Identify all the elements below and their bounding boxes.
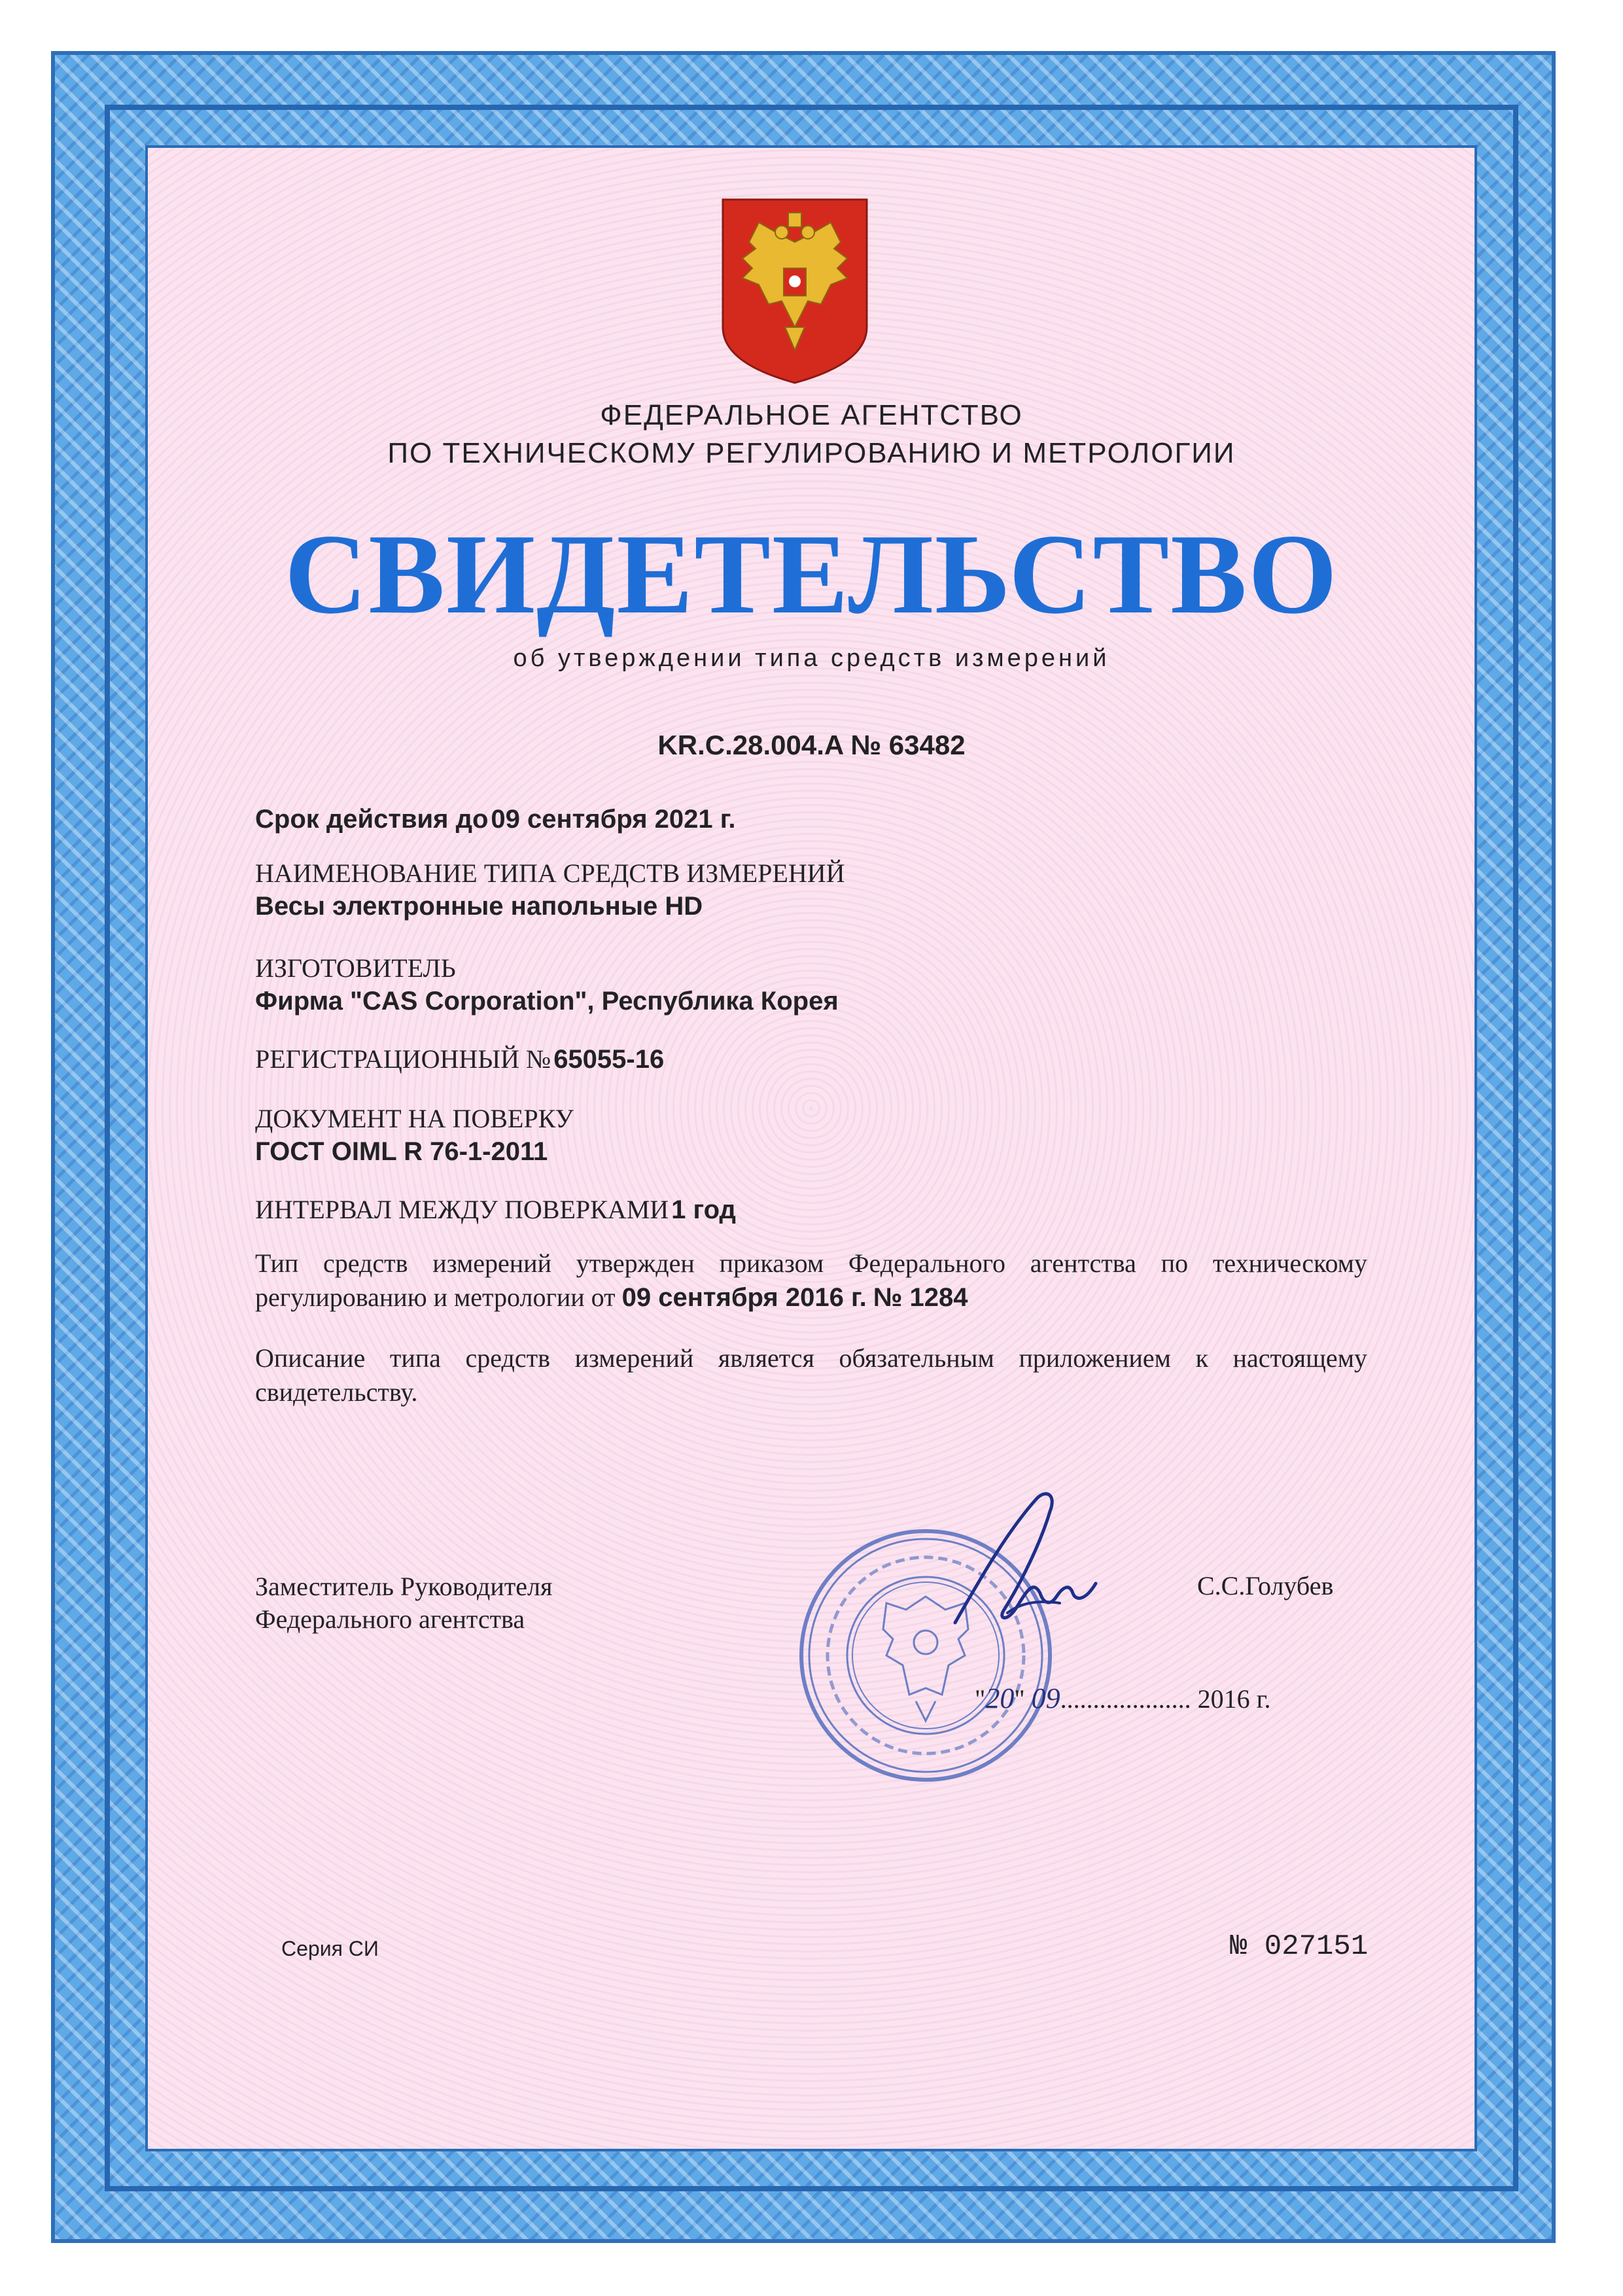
russian-coat-of-arms-icon: [720, 196, 870, 386]
manufacturer-label: ИЗГОТОВИТЕЛЬ: [255, 953, 456, 983]
type-name-value: Весы электронные напольные HD: [255, 892, 703, 921]
manufacturer-field: [255, 952, 839, 1017]
type-name-field: [255, 857, 845, 923]
type-name-label: НАИМЕНОВАНИЕ ТИПА СРЕДСТВ ИЗМЕРЕНИЙ: [255, 858, 845, 888]
verification-doc-field: [255, 1103, 574, 1168]
validity-label: Срок действия до: [255, 805, 489, 834]
validity-field: [255, 805, 736, 834]
registration-field: [255, 1044, 664, 1074]
signatory-name: С.С.Голубев: [1197, 1571, 1334, 1600]
interval-field: [255, 1194, 736, 1225]
approval-paragraph: [255, 1246, 1367, 1315]
registration-value: 65055-16: [553, 1045, 665, 1074]
form-series: Серия СИ: [281, 1937, 379, 1960]
approval-text: Тип средств измерений утвержден приказом Федерального агентства по техническому регулированию и метрологии от: [255, 1248, 1367, 1312]
verification-doc-value: ГОСТ OIML R 76-1-2011: [255, 1137, 548, 1166]
signatory-position: [255, 1570, 552, 1636]
form-serial-number: № 027151: [1230, 1930, 1369, 1963]
date-day: 20: [985, 1682, 1015, 1714]
date-open-quote: ": [975, 1684, 986, 1714]
certificate-number: KR.C.28.004.A № 63482: [657, 730, 966, 760]
manufacturer-value: Фирма "CAS Corporation", Республика Корея: [255, 987, 839, 1016]
validity-value: 09 сентября 2021 г.: [491, 805, 736, 834]
interval-value: 1 год: [671, 1195, 736, 1224]
verification-doc-label: ДОКУМЕНТ НА ПОВЕРКУ: [255, 1104, 574, 1133]
date-close-quote: ": [1014, 1684, 1025, 1714]
approval-date: 09 сентября 2016 г.: [621, 1283, 867, 1312]
description-paragraph: Описание типа средств измерений является обязательным приложением к настоящему свидетельству.: [255, 1343, 1367, 1407]
document-subtitle: об утверждении типа средств измерений: [513, 645, 1110, 672]
document-title: СВИДЕТЕЛЬСТВО: [284, 510, 1339, 637]
date-dots: ....................: [1060, 1684, 1191, 1714]
signatory-position-line2: Федерального агентства: [255, 1604, 525, 1634]
date-year: 2016 г.: [1197, 1684, 1271, 1714]
signing-date: [975, 1682, 1271, 1715]
agency-name-line1: ФЕДЕРАЛЬНОЕ АГЕНТСТВО: [600, 399, 1023, 431]
interval-label: ИНТЕРВАЛ МЕЖДУ ПОВЕРКАМИ: [255, 1195, 669, 1224]
handwritten-signature-icon: [929, 1472, 1125, 1669]
registration-label: РЕГИСТРАЦИОННЫЙ №: [255, 1044, 551, 1074]
approval-order-number: № 1284: [873, 1283, 968, 1312]
signatory-position-line1: Заместитель Руководителя: [255, 1572, 553, 1601]
date-month: 09: [1031, 1682, 1060, 1714]
agency-name-line2: ПО ТЕХНИЧЕСКОМУ РЕГУЛИРОВАНИЮ И МЕТРОЛОГИИ: [387, 437, 1236, 469]
